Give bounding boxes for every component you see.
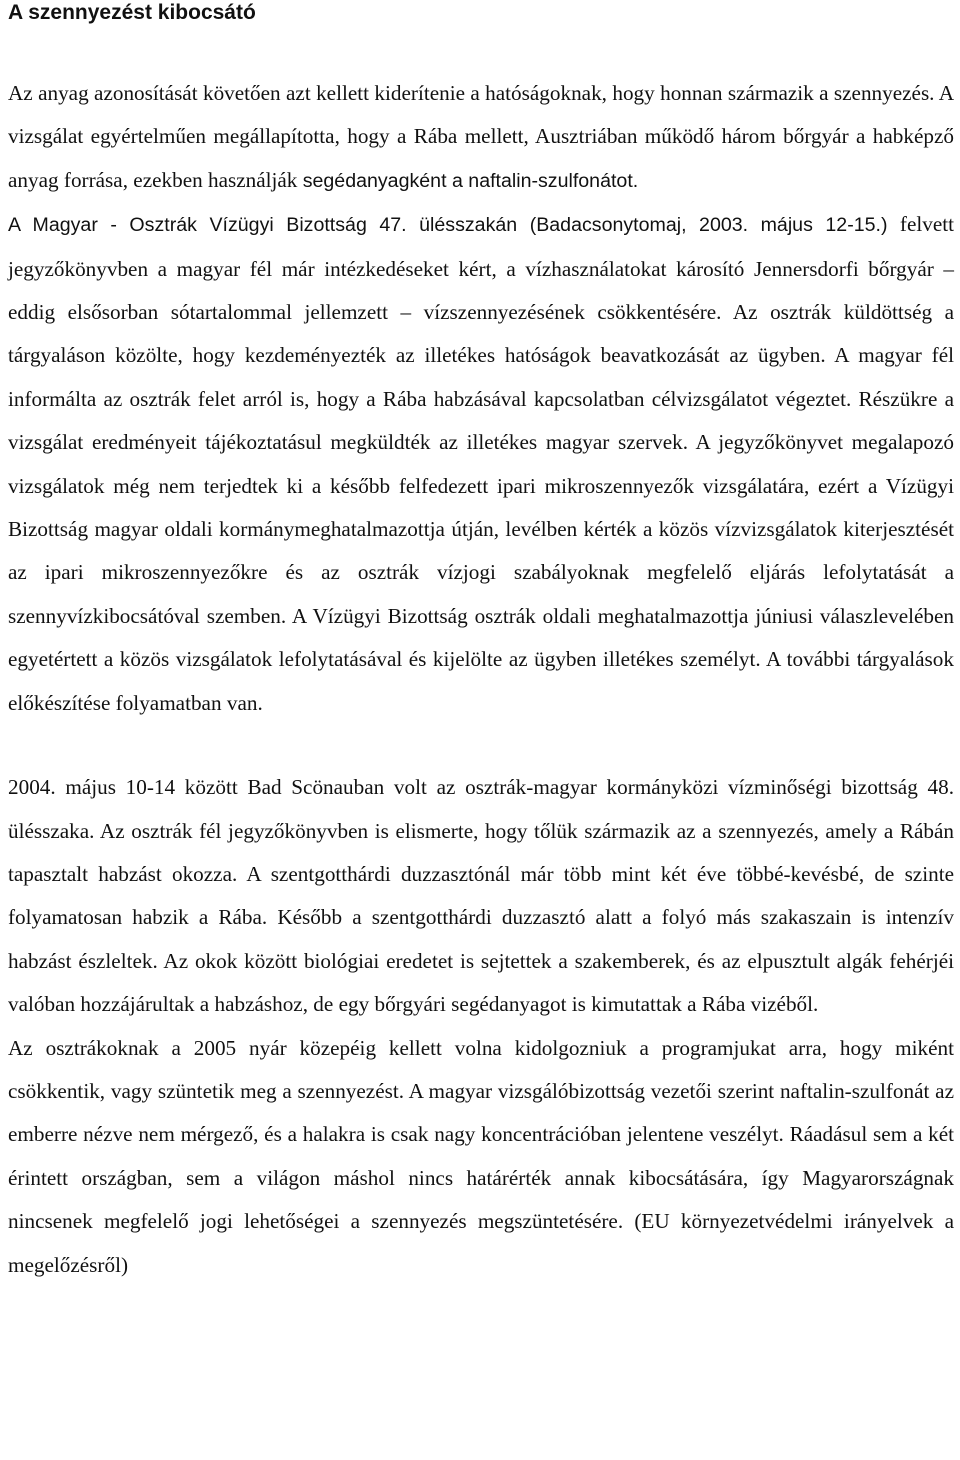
paragraph-3 [8,766,954,1026]
paragraph-2 [8,203,954,725]
paragraph-1 [8,72,954,203]
paragraph-2-lead: A Magyar - Osztrák Vízügyi Bizottság 47. ülésszakán (Badacsonytomaj, 2003. május 12-15.) [8,214,888,237]
document-heading: A szennyezést kibocsátó [8,1,256,24]
document-page [8,0,954,1287]
paragraph-3-text: 2004. május 10-14 között Bad Scönauban volt az osztrák-magyar kormányközi vízminőségi bizottság 48. ülésszaka. Az osztrák fél jegyzőkönyvben is elismerte, hogy tőlük származik az a szennyezés, amely a Rábán tapasztalt habzást okozza. A szentgotthárdi duzzasztónál már több mint két éve többé-kevésbé, de szinte folyamatosan habzik a Rába. Később a szentgotthárdi duzzasztó alatt a folyó más szakaszain is intenzív habzást észleltek. Az okok között biológiai eredetet is sejtettek a szakemberek, és az elpusztult algák fehérjéi valóban hozzájárultak a habzáshoz, de egy bőrgyári segédanyagot is kimutattak a Rába vizéből. [8,775,954,1017]
paragraph-4 [8,1027,954,1287]
paragraph-2-text: felvett jegyzőkönyvben a magyar fél már intézkedéseket kért, a vízhasználatokat károsító Jennersdorfi bőrgyár – eddig elsősorban sótartalommal jellemzett – vízszennyezésének csökkentésére. Az osztrák küldöttség a tárgyaláson közölte, hogy kezdeményezték az illetékes hatóságok beavatkozását az ügyben. A magyar fél informálta az osztrák felet arról is, hogy a Rába habzásával kapcsolatban célvizsgálatot végeztet. Részükre a vizsgálat eredményeit tájékoztatásul megküldték az illetékes magyar szervek. A jegyzőkönyvet megalapozó vizsgálatok még nem terjedtek ki a később felfedezett ipari mikroszennyezők vizsgálatára, ezért a Vízügyi Bizottság magyar oldali kormánymeghatalmazottja útján, levélben kérték a közös vízvizsgálatok kiterjesztését az ipari mikroszennyezőkre és az osztrák vízjogi szabályoknak megfelelő eljárás lefolytatását a szennyvízkibocsátóval szemben. A Vízügyi Bizottság osztrák oldali meghatalmazottja júniusi válaszlevelében egyetértett a közös vizsgálatok lefolytatásával és kijelölte az ügyben illetékes személyt. A további tárgyalások előkészítése folyamatban van. [8,212,954,715]
paragraph-1-text: Az anyag azonosítását követően azt kellett kiderítenie a hatóságoknak, hogy honnan származik a szennyezés. A vizsgálat egyértelműen megállapította, hogy a Rába mellett, Ausztriában működő három bőrgyár a habképző anyag forrása, ezekben használják [8,81,954,192]
paragraph-1-tail: segédanyagként a naftalin-szulfonátot. [302,169,639,192]
paragraph-4-text: Az osztrákoknak a 2005 nyár közepéig kellett volna kidolgozniuk a programjukat arra, hogy miként csökkentik, vagy szüntetik meg a szennyezést. A magyar vizsgálóbizottság vezetői szerint naftalin-szulfonát az emberre nézve nem mérgező, és a halakra is csak nagy koncentrációban jelentene veszélyt. Ráadásul sem a két érintett országban, sem a világon máshol nincs határérték annak kibocsátására, így Magyarországnak nincsenek megfelelő jogi lehetőségei a szennyezés megszüntetésére. (EU környezetvédelmi irányelvek a megelőzésről) [8,1035,954,1277]
